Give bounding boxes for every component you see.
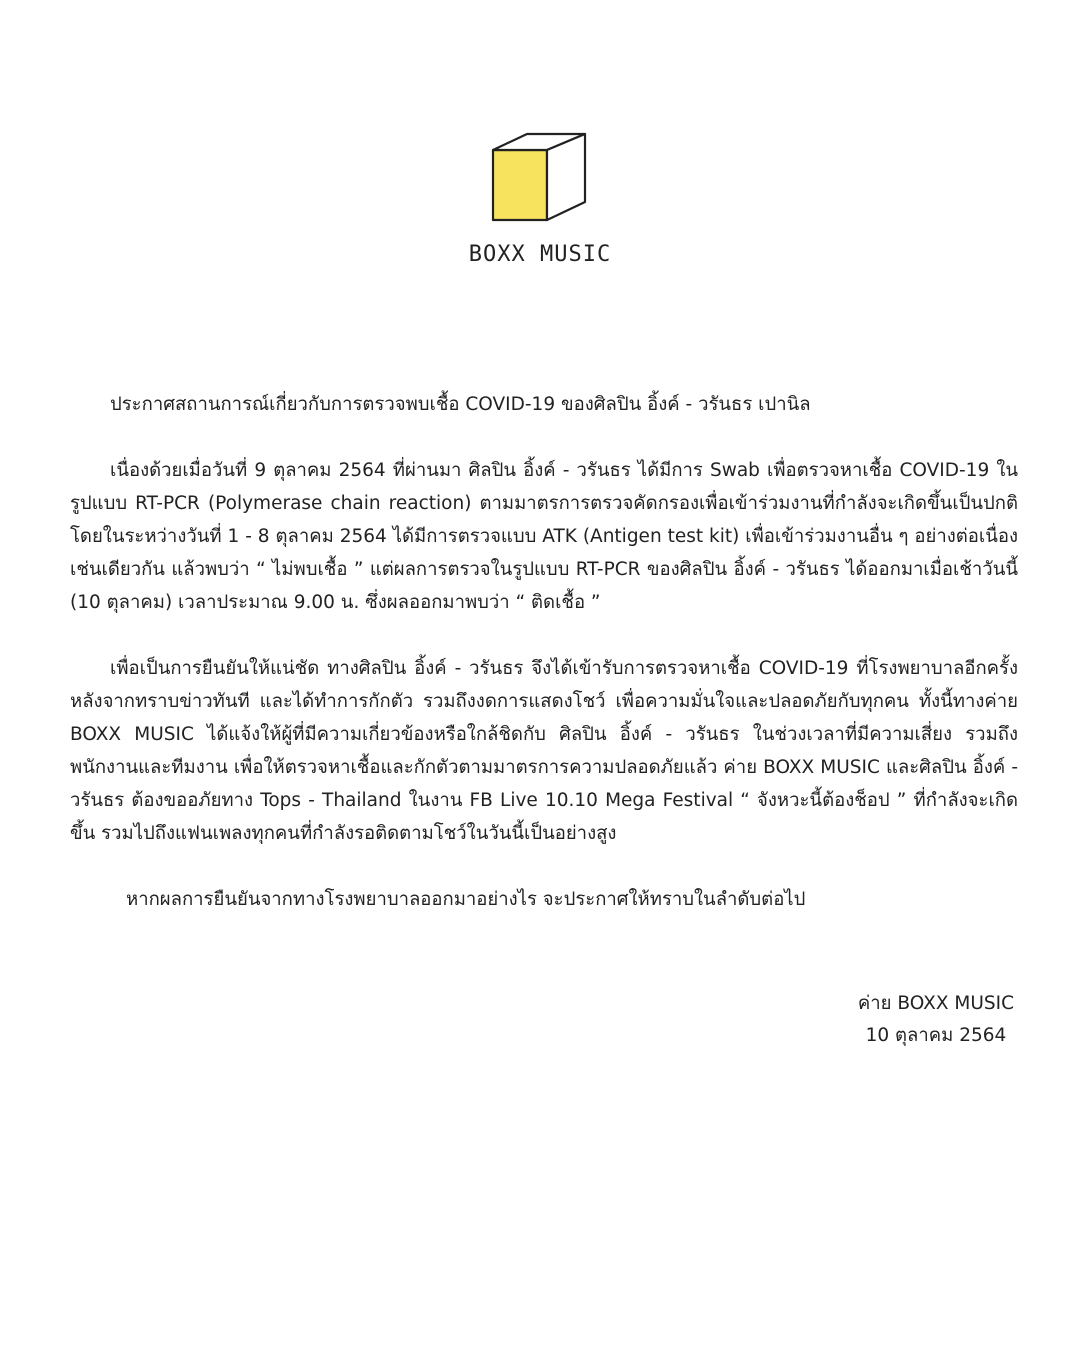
- yellow-cube-icon: [485, 128, 595, 228]
- signature-label: ค่าย BOXX MUSIC: [857, 993, 1014, 1014]
- announcement-body: [70, 388, 1018, 916]
- announcement-title: ประกาศสถานการณ์เกี่ยวกับการตรวจพบเชื้อ COVID-19 ของศิลปิน อิ้งค์ - วรันธร เปานิล: [110, 394, 811, 415]
- signature-block: [858, 988, 1014, 1052]
- boxx-music-logo: [0, 128, 1080, 267]
- brand-name: BOXX MUSIC: [468, 242, 612, 267]
- announcement-paragraph-1: เนื่องด้วยเมื่อวันที่ 9 ตุลาคม 2564 ที่ผ่านมา ศิลปิน อิ้งค์ - วรันธร ได้มีการ Swab เพื่อตรวจหาเชื้อ COVID-19 ในรูปแบบ RT-PCR (Polymerase chain reaction) ตามมาตรการตรวจคัดกรองเพื่อเข้าร่วมงานที่กำลังจะเกิดขึ้นเป็นปกติ โดยในระหว่างวันที่ 1 - 8 ตุลาคม 2564 ได้มีการตรวจแบบ ATK (Antigen test kit) เพื่อเข้าร่วมงานอื่น ๆ อย่างต่อเนื่องเช่นเดียวกัน แล้วพบว่า “ ไม่พบเชื้อ ” แต่ผลการตรวจในรูปแบบ RT-PCR ของศิลปิน อิ้งค์ - วรันธร ได้ออกมาเมื่อเช้าวันนี้ (10 ตุลาคม) เวลาประมาณ 9.00 น. ซึ่งผลออกมาพบว่า “ ติดเชื้อ ”: [70, 460, 1018, 613]
- signature-date: 10 ตุลาคม 2564: [865, 1025, 1007, 1046]
- announcement-paragraph-2: เพื่อเป็นการยืนยันให้แน่ชัด ทางศิลปิน อิ้งค์ - วรันธร จึงได้เข้ารับการตรวจหาเชื้อ COVID-19 ที่โรงพยาบาลอีกครั้งหลังจากทราบข่าวทันที และได้ทำการกักตัว รวมถึงงดการแสดงโชว์ เพื่อความมั่นใจและปลอดภัยกับทุกคน ทั้งนี้ทางค่าย BOXX MUSIC ได้แจ้งให้ผู้ที่มีความเกี่ยวข้องหรือใกล้ชิดกับ ศิลปิน อิ้งค์ - วรันธร ในช่วงเวลาที่มีความเสี่ยง รวมถึงพนักงานและทีมงาน เพื่อให้ตรวจหาเชื้อและกักตัวตามมาตรการความปลอดภัยแล้ว ค่าย BOXX MUSIC และศิลปิน อิ้งค์ - วรันธร ต้องขออภัยทาง Tops - Thailand ในงาน FB Live 10.10 Mega Festival “ จังหวะนี้ต้องช็อป ” ที่กำลังจะเกิดขึ้น รวมไปถึงแฟนเพลงทุกคนที่กำลังรอติดตามโชว์ในวันนี้เป็นอย่างสูง: [70, 658, 1018, 844]
- announcement-closing: หากผลการยืนยันจากทางโรงพยาบาลออกมาอย่างไร จะประกาศให้ทราบในลำดับต่อไป: [126, 889, 806, 910]
